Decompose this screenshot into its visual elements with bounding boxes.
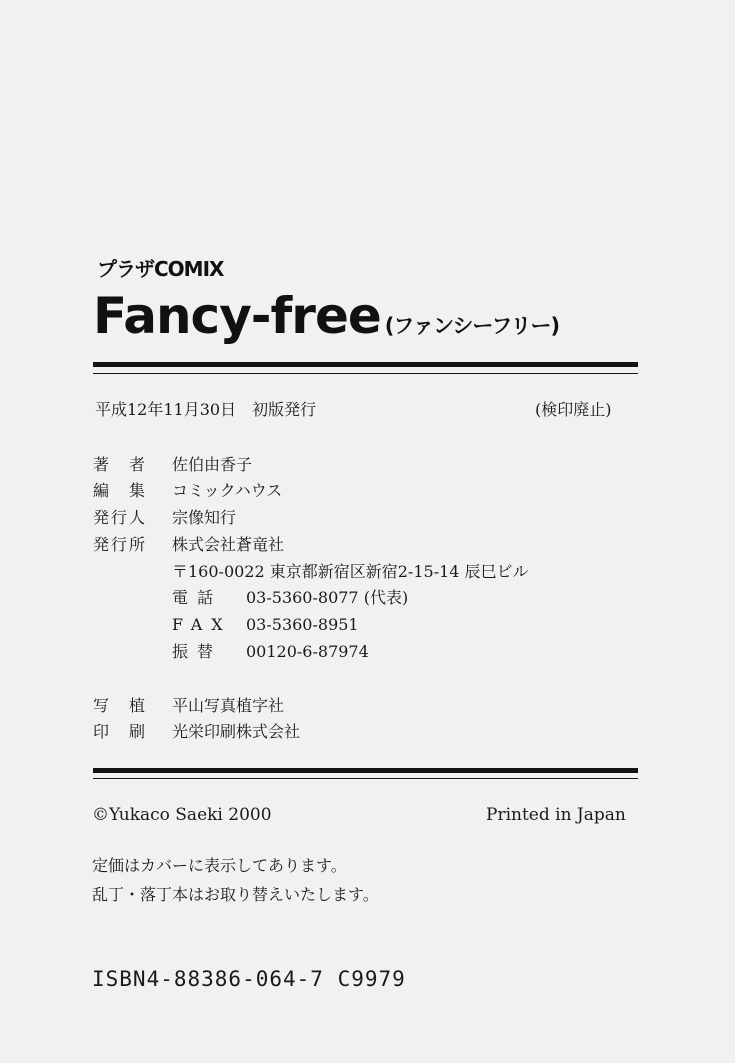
imprint-label: プラザCOMIX — [97, 257, 224, 281]
printed-in-notice: Printed in Japan — [486, 805, 626, 825]
publisher-company-value: 株式会社蒼竜社 — [172, 535, 285, 554]
publisher-person-label: 発行人 — [93, 508, 148, 527]
author-value: 佐伯由香子 — [172, 455, 253, 474]
typesetting-value: 平山写真植字社 — [172, 696, 285, 715]
publication-date: 平成12年11月30日 初版発行 — [95, 400, 317, 419]
top-rule-thin — [93, 373, 638, 374]
printing-label: 印 刷 — [93, 722, 148, 741]
isbn-code: ISBN4-88386-064-7 C9979 — [92, 967, 406, 991]
postal-transfer-label: 振替 — [172, 642, 223, 661]
book-title — [93, 287, 559, 345]
phone-label: 電話 — [172, 588, 223, 607]
publisher-company-label: 発行所 — [93, 535, 148, 554]
price-note: 定価はカバーに表示してあります。 — [92, 856, 347, 875]
author-label: 著 者 — [93, 455, 148, 474]
defect-note: 乱丁・落丁本はお取り替えいたします。 — [92, 885, 379, 904]
stamp-note: (検印廃止) — [535, 400, 612, 419]
bottom-rule-thick — [93, 768, 638, 773]
publisher-address: 〒160-0022 東京都新宿区新宿2-15-14 辰巳ビル — [172, 562, 529, 581]
phone-value: 03-5360-8077 (代表) — [246, 588, 409, 607]
fax-label: FAX — [172, 615, 232, 634]
editor-label: 編 集 — [93, 481, 148, 500]
top-rule-thick — [93, 362, 638, 367]
editor-value: コミックハウス — [172, 481, 283, 500]
fax-value: 03-5360-8951 — [246, 615, 359, 634]
publisher-person-value: 宗像知行 — [172, 508, 237, 527]
bottom-rule-thin — [93, 778, 638, 779]
typesetting-label: 写 植 — [93, 696, 148, 715]
printing-value: 光栄印刷株式会社 — [172, 722, 301, 741]
postal-transfer-value: 00120-6-87974 — [246, 642, 369, 661]
book-title-main: Fancy-free — [93, 287, 381, 345]
copyright-notice: ©Yukaco Saeki 2000 — [92, 805, 272, 825]
book-title-reading: (ファンシーフリー) — [384, 314, 560, 338]
